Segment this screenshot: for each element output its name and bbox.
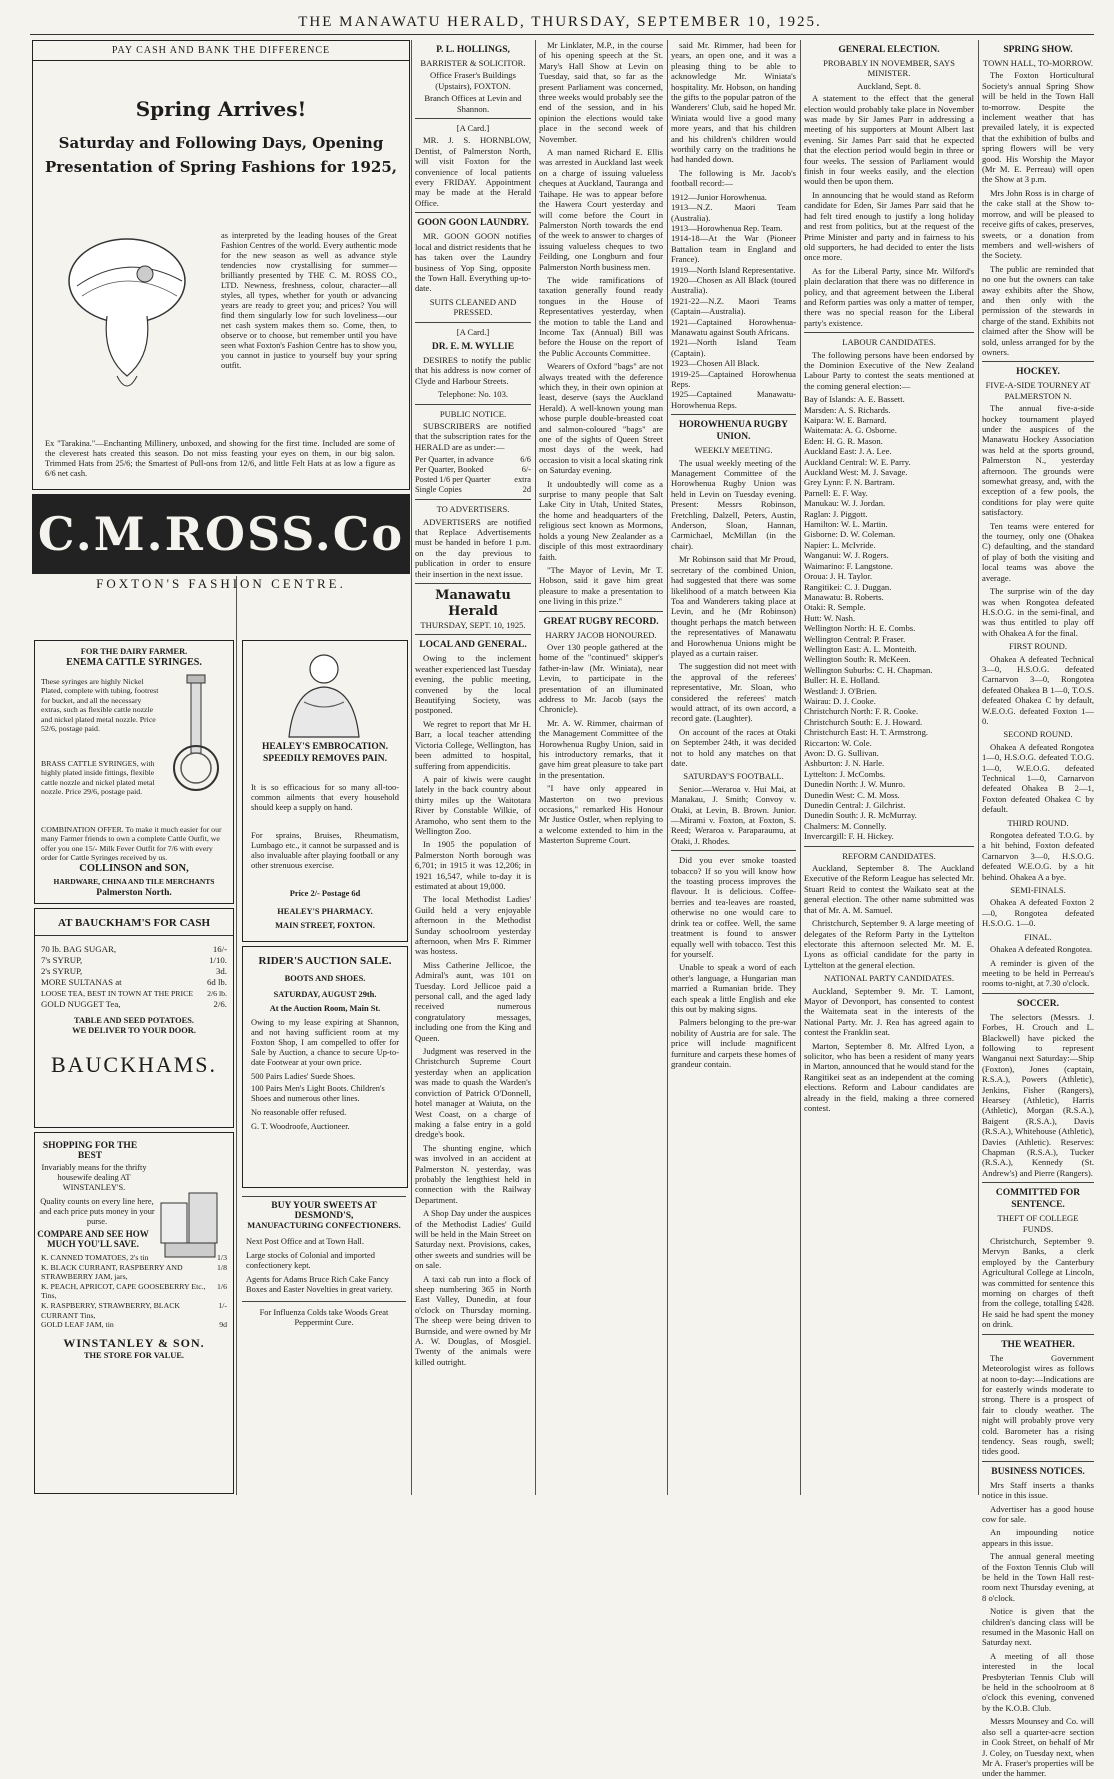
advertisers-heading: TO ADVERTISERS. <box>436 504 510 515</box>
candidate: Hutt: W. Nash. <box>804 612 856 623</box>
candidate: Dunedin North: J. W. Munro. <box>804 779 905 790</box>
weather-item: The Government Meteorologist wires as follows at noon to-day:—Indications are for easterly winds moderate to strong. There is a prospect of fair to cloudy weather. The night will probably prove very cold. Barometer has a rising tendency. Seas rough, swell; tides good. <box>982 1352 1094 1457</box>
soccer-item: The selectors (Messrs. J. Forbes, H. Crouch and L. Blackwell) have picked the following to represent Wanganui next Saturday:—Ship (Foxton), Jones (captain, R.S.A.), Powers (Athletic), Jenkins, Fisher (Rangers), Hearsey (Athletic), Harris (Athletic), Morgan (R.S.A.), Baigent (R.S.A.), Davis (R.S.A.), Whitehouse (Athletic), Davies (Athletic). Reserves: Chapman (R.S.A.), Tucker (R.S.A.), Kennedy (St. Andrew's) and Pierre (Rangers). <box>982 1011 1094 1178</box>
candidate: Christchurch North: F. R. Cooke. <box>804 706 919 717</box>
divider <box>415 499 531 500</box>
collinson-body1: These syringes are highly Nickel Plated, complete with tubing, footrest for bucket, and all the necessary extras, such as flexible cattle nozzle and nickel plated metal nozzle. Price 52/6, postage paid. <box>41 677 159 734</box>
union-item: The usual weekly meeting of the Management Committee of the Horowhenua Rugby Union was held in Levin on Tuesday evening. Present: Messrs Robinson, Fretchling, Dalzell, Peters, Austin, Anderson, Sloan, Hannan, Carmichael, McMillan (in the chair). <box>671 457 796 551</box>
candidate: Rangitikei: C. J. Duggan. <box>804 581 892 592</box>
ross-tagline: FOXTON'S FASHION CENTRE. <box>96 576 346 591</box>
candidate: Raglan: J. Piggott. <box>804 508 868 519</box>
healey-name: HEALEY'S PHARMACY. <box>277 907 373 916</box>
candidate: Oroua: J. H. Taylor. <box>804 571 872 582</box>
bauckham-item: GOLD NUGGET Tea, 2/6. <box>41 999 227 1009</box>
election-heading: GENERAL ELECTION. <box>838 45 940 55</box>
rate-row: Single Copies 2d <box>415 485 531 495</box>
candidate: Wanganui: W. J. Rogers. <box>804 550 889 561</box>
rider-body: Owing to my lease expiring at Shannon, and not having sufficient room at my Foxton Shop, I am compelled to offer for Sale by Auction, a chance to secure Up-to-date Footwear at your own price. <box>251 1018 399 1067</box>
divider <box>671 414 796 415</box>
rider-auction-ad <box>242 946 408 1188</box>
divider <box>804 332 974 333</box>
column-5 <box>671 40 796 1495</box>
union-sub: WEEKLY MEETING. <box>694 445 773 456</box>
divider <box>242 1301 406 1302</box>
news-item: Palmers belonging to the pre-war nobility of Austria are for sale. The price will include magnificent furniture and carpets these homes of grandeur contain. <box>671 1017 796 1069</box>
desmond-body: Large stocks of Colonial and imported confectionery kept. <box>246 1251 375 1270</box>
candidate: Buller: H. E. Holland. <box>804 675 880 686</box>
news-item: A man named Richard E. Ellis was arrested in Auckland last week on a charge of issuing valueless cheques at Auckland, Tauranga and Taihape. He was to appear before the Hawera Court yesterday and will come before the Court in Palmerston North towards the end of the week to answer to charges of issuing valueless cheques to two Feilding, one Longburn and four Palmerston North business men. <box>539 147 663 272</box>
winstanley-item: K. RASPBERRY, STRAWBERRY, BLACK CURRANT Tins, 1/- <box>41 1300 227 1320</box>
labour-intro: The following persons have been endorsed by the Dominion Executive of the New Zealand Labour Party to contest the seats mentioned at the coming general election:— <box>804 349 974 391</box>
hollings-branch: Branch Offices at Levin and Shannon. <box>424 93 522 114</box>
public-notice: SUBSCRIBERS are notified that the subscription rates for the HERALD are as under:— <box>415 420 531 452</box>
semi-heading: SEMI-FINALS. <box>1010 885 1066 896</box>
reform-heading: REFORM CANDIDATES. <box>842 850 936 861</box>
bauckham-title: AT BAUCKHAM'S FOR CASH <box>35 917 233 936</box>
dentist-notice: MR. J. S. HORNBLOW, Dentist, of Palmerston North, will visit Foxton for the convenience of local patients every FRIDAY. Appointment may be made at the Herald Office. <box>415 135 531 208</box>
collinson-name: COLLINSON and SON, <box>79 863 189 874</box>
news-item: Unable to speak a word of each other's language, a Hungarian man married a Rumanian bride. They each speak a little English and eke this out by making signs. <box>671 962 796 1014</box>
subscription-rates <box>415 455 531 495</box>
election-sub: PROBABLY IN NOVEMBER, SAYS MINISTER. <box>823 58 955 79</box>
rate-row: Posted 1/6 per Quarter extra <box>415 475 531 485</box>
committed-item: Christchurch, September 9. Mervyn Banks, a clerk employed by the Canterbury Agricultural College at Lincoln, was committed for sentence this morning on charges of theft from the college, totalling £428. He said he had spent the money on drink. <box>982 1236 1094 1330</box>
candidate: Napier: L. McIvride. <box>804 539 876 550</box>
candidate: Wellington Suburbs: C. H. Chapman. <box>804 664 933 675</box>
business-item: The annual general meeting of the Foxton Tennis Club will be held in the Town Hall rest-room next Thursday evening, at 8 o'clock. <box>982 1551 1094 1603</box>
ross-body: as interpreted by the leading houses of the Great Fashion Centres of the world. Every authentic mode for the new season as well as advance style tendencies now crystallising for summer—brilliantly presented by THE C. M. ROSS CO., LTD. Newness, freshness, colour, character—all styles, all types, whether for youth or advancing years are ready to greet you; and prices? You will find them singularly low for such loveliness—our net cash system makes them so. Come, then, to observe or to choose, but remember until you have seen what Foxton's Fashion Centre has to show you, you cannot in justice to yourself buy your spring outfit. <box>221 231 397 370</box>
column-6 <box>804 40 974 1495</box>
candidate: Auckland East: J. A. Lee. <box>804 446 892 457</box>
wyllie-name: DR. E. M. WYLLIE <box>431 341 515 352</box>
soccer-heading: SOCCER. <box>1017 998 1059 1009</box>
divider <box>539 611 663 612</box>
ross-top-banner: PAY CASH AND BANK THE DIFFERENCE <box>33 41 409 61</box>
news-item: "The Mayor of Levin, Mr T. Hobson, said it gave him great pleasure to make a presentation to one living in this prize." <box>539 564 663 607</box>
local-item: Owing to the inclement weather experienced last Tuesday evening, the public meeting, convened by the local Beautifying Society, was postponed. <box>415 653 531 716</box>
weather-heading: THE WEATHER. <box>1001 1339 1075 1350</box>
record-line: 1919-25—Captained Horowhenua Reps. <box>671 368 796 389</box>
candidate: Parnell: E. F. Way. <box>804 487 868 498</box>
divider <box>415 212 531 213</box>
national-item: Auckland, September 9. Mr. T. Lamont, Mayor of Devonport, has consented to contest the Waitemata seat in the interests of the National Party. Mr. J. Rea has agreed again to contest the Franklin seat. <box>804 985 974 1038</box>
winstanley-intro: Invariably means for the thrifty housewife dealing AT WINSTANLEY'S. <box>41 1163 147 1192</box>
healey-price: Price 2/- Postage 6d <box>289 889 361 898</box>
round1-results: Ohakea A defeated Technical 3—0, H.S.O.G. defeated Carnarvon 3—0, Rongotea defeated Ohakea B 1—0, T.O.S. defeated Ohakea C by default, W.E.O.G. defeated Foxton 1—0. <box>982 653 1094 726</box>
rate-row: Per Quarter, Booked 6/- <box>415 465 531 475</box>
divider <box>671 850 796 851</box>
healey-body2: For sprains, Bruises, Rheumatism, Lumbago etc., it cannot be surpassed and is also invaluable after playing football or any other strenuous exercise. <box>251 831 399 870</box>
spring-item: Mrs John Ross is in charge of the cake stall at the Show to-morrow, and will be pleased to receive gifts of cakes, preserves, sweets, or a donation from members and well-wishers of the Society. <box>982 187 1094 261</box>
business-item: Advertiser has a good house cow for sale. <box>982 1503 1094 1524</box>
round3-heading: THIRD ROUND. <box>1007 817 1069 828</box>
desmond-title: BUY YOUR SWEETS AT DESMOND'S, <box>271 1201 377 1221</box>
local-item: A Shop Day under the auspices of the Methodist Ladies' Guild will be held in the Main Street on Saturday next. Provisions, cakes, other sweets and sundries will be on sale. <box>415 1208 531 1271</box>
labour-candidate-list <box>804 394 974 841</box>
masthead: THE MANAWATU HERALD, THURSDAY, SEPTEMBER 10, 1925. <box>298 14 822 30</box>
column-7 <box>982 40 1094 1779</box>
divider <box>982 993 1094 994</box>
rider-place: At the Auction Room, Main St. <box>269 1004 381 1013</box>
bauckham-item: 70 lb. BAG SUGAR, 16/- <box>41 944 227 954</box>
public-notice-heading: PUBLIC NOTICE. <box>439 408 507 419</box>
rugby-item: Mr. A. W. Rimmer, chairman of the Management Committee of the Horowhenua Rugby Union, said in his introductory remarks, that it gave him great pleasure to take part in the presentation. <box>539 717 663 780</box>
winstanley-title: SHOPPING FOR THE BEST <box>42 1141 138 1161</box>
round1-heading: FIRST ROUND. <box>1008 641 1068 652</box>
record-line: 1920—Chosen as All Black (toured Australia). <box>671 274 796 296</box>
winstanley-item: K. CANNED TOMATOES, 2's tin 1/3 <box>41 1253 227 1262</box>
rider-date: SATURDAY, AUGUST 29th. <box>273 990 377 999</box>
collinson-body2: BRASS CATTLE SYRINGES, with highly plated inside fittings, flexible cattle nozzle and nickel plated metal nozzle. Price 29/6, postage paid. <box>41 759 155 797</box>
football-record <box>671 192 796 411</box>
committed-sub: THEFT OF COLLEGE FUNDS. <box>997 1213 1079 1234</box>
national-heading: NATIONAL PARTY CANDIDATES. <box>823 973 955 984</box>
laundry-line: SUITS CLEANED AND PRESSED. <box>429 296 517 318</box>
candidate: Dunedin West: C. M. Moss. <box>804 789 900 800</box>
column-divider <box>535 40 536 1495</box>
rider-title: RIDER'S AUCTION SALE. <box>258 955 392 967</box>
athlete-illustration <box>249 647 399 737</box>
healey-embrocation-ad <box>242 640 408 942</box>
collinson-trade: HARDWARE, CHINA AND TILE MERCHANTS <box>53 877 215 886</box>
rugby-record-heading: GREAT RUGBY RECORD. <box>543 616 659 627</box>
bauckham-item: 2's SYRUP, 3d. <box>41 966 227 976</box>
election-item: As for the Liberal Party, since Mr. Wilford's plain declaration that there was no difference in policy, and that agreement between the Liberal and Reform parties was only a matter of temper, there was no special reason for the Liberal party's existence. <box>804 265 974 328</box>
candidate: Wellington North: H. E. Combs. <box>804 623 916 634</box>
record-line: 1919—North Island Representative. <box>671 264 796 275</box>
desmond-sweets-ad <box>242 1192 406 1492</box>
candidate: Wellington South: R. McKeen. <box>804 654 911 665</box>
candidate: Wellington Central: P. Fraser. <box>804 633 906 644</box>
laundry-notice: MR. GOON GOON notifies local and district residents that he has taken over the Laundry business of Yop Sing, opposite the Town Hall. Everything up-to-date. <box>415 231 531 294</box>
desmond-agent: Agents for Adams Bruce Rich Cake Fancy Boxes and Easter Novelties in great variety. <box>246 1275 393 1294</box>
local-item: Judgment was reserved in the Christchurch Supreme Court yesterday when an application was made to quash the Warden's conviction of Patrick O'Donnell, hotel manager at Waiuta, on the West Coast, on a charge of making a false entry in a gold dredge's book. <box>415 1046 531 1140</box>
local-item: A taxi cab run into a flock of sheep numbering 365 in North East Valley, Dunedin, at four o'clock on Thursday morning. The sheep were being driven to Burnside, and were owned by Mr A. W. Douglas, of Mosgiel. Twenty of the animals were killed outright. <box>415 1273 531 1367</box>
business-notices-heading: BUSINESS NOTICES. <box>991 1466 1085 1477</box>
saturday-football: Senior.—Weraroa v. Hui Mai, at Manakau, J. Smith; Convoy v. Otaki, at Levin, B. Brown. Junior.—Mirami v. Foxton, at Foxton, S. Reed; Weraroa v. Paraparaumu, at Otaki, J. Rhodes. <box>671 783 796 846</box>
candidate: Waitemata: A. G. Osborne. <box>804 425 897 436</box>
candidate: Gisborne: D. W. Coleman. <box>804 529 896 540</box>
desmond-foot: For Influenza Colds take Woods Great Peppermint Cure. <box>259 1308 389 1327</box>
hockey-item: The surprise win of the day was when Rongotea defeated H.S.O.G. in the semi-final, and was thus entitled to play off with Ohakea A for the final. <box>982 586 1094 638</box>
winstanley-item: K. BLACK CURRANT, RASPBERRY AND STRAWBERRY JAM, jars, 1/8 <box>41 1262 227 1282</box>
winstanley-body: Quality counts on every line here, and each price puts money in your purse. <box>39 1197 155 1226</box>
record-line: 1925—Captained Manawatu-Horowhenua Reps. <box>671 389 796 410</box>
collinson-title1: FOR THE DAIRY FARMER. <box>80 647 188 656</box>
divider <box>415 634 531 635</box>
hollings-body: Office Fraser's Buildings (Upstairs), FOXTON. <box>430 70 516 91</box>
wyllie-notice: DESIRES to notify the public that his address is now corner of Clyde and Harbour Streets. <box>415 354 531 386</box>
wyllie-telephone: Telephone: No. 103. <box>437 389 509 400</box>
paper-date: THURSDAY, SEPT. 10, 1925. <box>420 620 526 631</box>
candidate: Dunedin South: J. R. McMurray. <box>804 810 917 821</box>
hat-illustration <box>57 236 207 396</box>
local-item: Miss Catherine Jellicoe, the Admiral's aunt, was 101 on Tuesday. Lord Jellicoe paid a personal call, and the aged lady received numerous congratulatory messages, including one from the King and Queen. <box>415 959 531 1043</box>
divider <box>982 361 1094 362</box>
winstanley-compare: COMPARE AND SEE HOW MUCH YOU'LL SAVE. <box>37 1229 149 1249</box>
record-line: 1913—Horowhenua Rep. Team. <box>671 222 783 233</box>
ross-footnote: Ex "Tarakina."—Enchanting Millinery, unboxed, and showing for the first time. Included are some of the cleverest hats created this season. Do not miss feasting your eyes on them, in our big salon. Trimmed Hats from 25/6; the Smartest of Pull-ons from 12/6, and little Felt Hats at as low a figure as 6/6 net cash. <box>45 439 395 478</box>
election-item: A statement to the effect that the general election would probably take place in November was made by Sir James Parr in addressing a meeting of his supporters at Mount Albert last evening. Sir James Parr said that he expected that the election period would begin in three or four weeks. The session of Parliament would finish in four weeks easily, and the election would then be upon them. <box>804 93 974 187</box>
national-item: Marton, September 8. Mr. Alfred Lyon, a solicitor, who has been a resident of many years in Marton, announced that he would stand for the Rangitikei seat as an independent at the coming elections. Reform and Labour candidates are already in the field, making a three cornered contest. <box>804 1040 974 1113</box>
masthead-rule <box>30 34 1094 35</box>
bauckham-price-list <box>35 944 233 1010</box>
ross-logo-banner <box>32 494 410 574</box>
news-item: Mr Linklater, M.P., in the course of his opening speech at the St. Mary's Hall Show at Levin on Tuesday, said that, so far as the present Parliament was concerned, three weeks would probably see the end of the session, and in his opinion the elections would take place in the second week of November. <box>539 40 663 144</box>
election-item: In announcing that he would stand as Reform candidate for Eden, Sir James Parr said that he had felt tired enough to justify a long holiday and rest from politics, but at the request of the Prime Minister and party and in fairness to his old supporters, he had decided to enter the lists once more. <box>804 189 974 263</box>
news-item: It undoubtedly will come as a surprise to many people that Salt Lake City in Utah, United States, the home and headquarters of the religious sect known as Mormons, holds a young New Zealander as a disciple of this most extraordinary faith. <box>539 478 663 562</box>
record-line: 1923—Chosen All Black. <box>671 358 760 369</box>
bauckham-name: BAUCKHAMS. <box>50 1052 218 1077</box>
candidate: Grey Lynn: F. N. Bartram. <box>804 477 895 488</box>
ross-subheadline: Saturday and Following Days, Opening Presentation of Spring Fashions for 1925, <box>45 134 397 176</box>
candidate: Christchurch South: E. J. Howard. <box>804 716 923 727</box>
election-dateline: Auckland, Sept. 8. <box>857 80 921 91</box>
record-line: 1921-22—N.Z. Maori Teams (Captain—Australia). <box>671 295 796 317</box>
rider-auctioneer: G. T. Woodroofe, Auctioneer. <box>251 1122 350 1131</box>
desmond-sub: MANUFACTURING CONFECTIONERS. <box>247 1221 401 1230</box>
union-item: The suggestion did not meet with the approval of the referees' representative, Mr. Sloan, who considered the referees' match would attract, of its own accord, a record gate. (Laughter). <box>671 661 796 724</box>
news-item: said Mr. Rimmer, had been for years, an open one, and it was a pleasing thing to be able to acknowledge Mr. Winiata's hospitality. Mr. Hobson, on handing the gifts to the popular patron of the Wanderers' Club, said he hoped Mr. Winiata would live a good many more years, and that his children and his children's children would worthily carry on the traditions he had handed down. <box>671 40 796 165</box>
bauckham-item: 7's SYRUP, 1/10. <box>41 955 227 965</box>
rate-row: Per Quarter, in advance 6/6 <box>415 455 531 465</box>
column-divider <box>236 576 237 1495</box>
divider <box>982 1461 1094 1462</box>
record-line: 1921—Captained Horowhenua-Manawatu against South Africans. <box>671 316 796 337</box>
rugby-record-sub: HARRY JACOB HONOURED. <box>545 629 657 640</box>
grocery-tins-illustration <box>155 1173 225 1263</box>
candidate: Invercargill: F. H. Hickey. <box>804 831 894 842</box>
spring-item: The public are reminded that no one but the owners can take away exhibits after the Show, and then only with the permission of the stewards in charge of the stand. Exhibits not claimed after the Show will be sold, unless arranged for by the owners. <box>982 263 1094 357</box>
business-item: Messrs Mounsey and Co. will also sell a quarter-acre section in Cook Street, on behalf of Mr J. Coley, on Tuesday next, when Mr A. Fraser's properties will be under the hammer. <box>982 1716 1094 1779</box>
candidate: Christchurch East: H. T. Armstrong. <box>804 727 929 738</box>
healey-address: MAIN STREET, FOXTON. <box>275 921 375 930</box>
column-divider <box>411 40 412 1495</box>
hollings-role: BARRISTER & SOLICITOR. <box>420 58 526 68</box>
bauckham-ad <box>34 908 234 1128</box>
final-result: Ohakea A defeated Rongotea. <box>990 944 1093 955</box>
hockey-heading: HOCKEY. <box>1016 367 1060 378</box>
candidate: Riccarton: W. Cole. <box>804 737 872 748</box>
candidate: Auckland Central: W. E. Parry. <box>804 456 911 467</box>
rider-pairs: 500 Pairs Ladies' Suede Shoes. <box>251 1072 356 1081</box>
rider-reserve: No reasonable offer refused. <box>251 1108 347 1117</box>
candidate: Waimarino: F. Langstone. <box>804 560 893 571</box>
candidate: Wellington East: A. L. Monteith. <box>804 643 917 654</box>
business-item: Mrs Staff inserts a thanks notice in this issue. <box>982 1479 1094 1501</box>
divider <box>415 583 531 584</box>
column-3 <box>415 40 531 1495</box>
winstanley-ad <box>34 1132 234 1494</box>
candidate: Wairau: D. J. Cooke. <box>804 695 876 706</box>
winstanley-item: K. PEACH, APRICOT, CAPE GOOSEBERRY Etc., Tins, 1/6 <box>41 1281 227 1301</box>
advertisers-notice: ADVERTISERS are notified that Replace Advertisements must be handed in before 1 p.m. on the day previous to publication in order to ensure their insertion in the next issue. <box>415 516 531 579</box>
candidate: Ashburton: J. N. Harle. <box>804 758 885 769</box>
hockey-item: Ten teams were entered for the tourney, only one (Ohakea C) defaulting, and the standard of play of both the visiting and local teams was above the average. <box>982 520 1094 583</box>
union-item: On account of the races at Otaki on September 24th, it was decided not to hold any matches on that date. <box>671 726 796 768</box>
candidate: Hamilton: W. L. Martin. <box>804 519 888 530</box>
divider <box>982 1182 1094 1183</box>
column-divider <box>978 40 979 1495</box>
column-divider <box>800 40 801 1495</box>
divider <box>415 322 531 323</box>
reform-item: Auckland, September 8. The Auckland Executive of the Reform League has selected Mr. Stuart Reid to contest the Waikato seat at the general election. The other name submitted was that of Mr. A. M. Samuel. <box>804 863 974 915</box>
column-4 <box>539 40 663 1495</box>
record-line: 1913—N.Z. Maori Team (Australia). <box>671 202 796 223</box>
bauckham-line2: WE DELIVER TO YOUR DOOR. <box>72 1026 196 1035</box>
local-item: In 1905 the population of Palmerston North borough was 6,701; in 1915 it was 12,206; in 1921 16,547, while to-day it is estimated at about 19,000. <box>415 839 531 891</box>
round3-results: Rongotea defeated T.O.G. by a hit behind, Foxton defeated Carnarvon 3—0, H.S.O.G. defeated W.E.O.G. by a hit behind. Ohakea A a bye. <box>982 830 1094 882</box>
desmond-location: Next Post Office and at Town Hall. <box>246 1237 364 1246</box>
bauckham-line1: TABLE AND SEED POTATOES. <box>74 1016 194 1025</box>
winstanley-item: GOLD LEAF JAM, tin 9d <box>41 1320 227 1330</box>
hollings-name: P. L. HOLLINGS, <box>436 45 510 55</box>
union-heading: HOROWHENUA RUGBY UNION. <box>679 420 788 443</box>
divider <box>415 118 531 119</box>
candidate: Westland: J. O'Brien. <box>804 685 877 696</box>
committed-heading: COMMITTED FOR SENTENCE. <box>995 1188 1081 1211</box>
collinson-syringe-ad <box>34 640 234 904</box>
hockey-item: The annual five-a-side hockey tournament played under the auspices of the Manawatu Hockey Association was held at the sports ground, Palmerston N., yesterday afternoon. The grounds were somewhat greasy, and, with the exception of a few pools, the conditions for play were quite satisfactory. <box>982 403 1094 518</box>
record-line: 1921—North Island Team (Captain). <box>671 337 796 358</box>
collinson-town: Palmerston North. <box>96 888 172 898</box>
spring-show-sub: TOWN HALL, TO-MORROW. <box>983 58 1093 68</box>
local-general-heading: LOCAL AND GENERAL. <box>419 640 527 651</box>
candidate: Manukau: W. J. Jordan. <box>804 498 886 509</box>
candidate: Auckland West: M. J. Savage. <box>804 467 908 478</box>
card-label: [A Card.] <box>456 123 490 134</box>
hockey-sub: FIVE-A-SIDE TOURNEY AT PALMERSTON N. <box>985 380 1091 401</box>
ross-logo: C.M.ROSS.Co <box>37 507 405 561</box>
news-item: Wearers of Oxford "bags" are not always treated with the deference which they, in their own opinion at least, deserve (says the Auckland Herald). A well-known young man whose purple double-breasted coat and salmon-coloured "bags" are one of the sights of Queen Street most days of the week, had occasion to visit a local skating rink on Saturday evening. <box>539 361 663 476</box>
winstanley-tagline: THE STORE FOR VALUE. <box>83 1350 185 1360</box>
rider-sub: BOOTS AND SHOES. <box>284 974 366 983</box>
candidate: Otaki: R. Semple. <box>804 602 866 613</box>
candidate: Marsden: A. S. Richards. <box>804 404 891 415</box>
ross-fashion-ad <box>32 40 410 490</box>
news-item: The following is Mr. Jacob's football record:— <box>671 167 796 189</box>
news-item: Did you ever smoke toasted tobacco? If so you will know how the toasting process improves the flavour. It is delicious. Coffee-berries and tea-leaves are roasted, otherwise no one would care to drink tea or coffee. Well, the same treatment is found to answer equally well with tobacco. Test this for yourself. <box>671 855 796 959</box>
local-item: We regret to report that Mr H. Barr, a local teacher attending Victoria College, Wellington, has been admitted to hospital, suffering from appendicitis. <box>415 718 531 771</box>
reform-item: Christchurch, September 9. A large meeting of delegates of the Reform Party in the Lyttelton electorate this afternoon selected Mr. M. E. Lyons as official candidate for the party in Lyttelton at the general election. <box>804 918 974 970</box>
healey-body1: It is so efficacious for so many all-too-common ailments that every household should keep a supply on hand. <box>251 783 399 812</box>
candidate: Dunedin Central: J. Gilchrist. <box>804 800 906 811</box>
local-item: The local Methodist Ladies' Guild held a very enjoyable afternoon in the Methodist Sunday schoolroom yesterday afternoon, when Mrs F. Rimmer was hostess. <box>415 894 531 957</box>
paper-title: Manawatu Herald <box>435 588 511 620</box>
local-item: A pair of kiwis were caught lately in the back country about thirty miles up the Waitotara River by Constable Wilkie, of Aramoho, who sent them to the Wellington Zoo. <box>415 773 531 836</box>
rugby-item: "I have only appeared in Masterton on two previous occasions," remarked His Honour Mr Justice Ostler, when replying to a welcome extended to him in the Masterton Supreme Court. <box>539 783 663 846</box>
candidate: Kaipara: W. E. Barnard. <box>804 415 887 425</box>
column-divider <box>667 40 668 1495</box>
candidate: Lyttelton: J. McCombs. <box>804 768 886 779</box>
business-item: Notice is given that the children's dancing class will be resumed in the Masonic Hall on Saturday next. <box>982 1606 1094 1648</box>
round2-heading: SECOND ROUND. <box>1003 729 1073 740</box>
spring-show-heading: SPRING SHOW. <box>1003 45 1073 55</box>
news-item: The wide ramifications of taxation generally found ready tongues in the House of Representatives yesterday, when the motion to table the Land and Income Tax (Annual) Bill was before the House on the report of the Public Accounts Committee. <box>539 274 663 358</box>
bauckham-item: MORE SULTANAS at 6d lb. <box>41 977 227 987</box>
laundry-heading: GOON GOON LAUNDRY. <box>417 218 529 229</box>
candidate: Manawatu: B. Roberts. <box>804 591 884 602</box>
collinson-title2: ENEMA CATTLE SYRINGES. <box>66 657 202 668</box>
ross-headline: Spring Arrives! <box>135 97 307 121</box>
bauckham-item: LOOSE TEA, BEST IN TOWN AT THE PRICE 2/6 lb. <box>41 989 227 998</box>
saturday-football-heading: SATURDAY'S FOOTBALL. <box>683 771 784 782</box>
divider <box>982 1334 1094 1335</box>
candidate: Avon: D. G. Sullivan. <box>804 748 879 758</box>
candidate: Eden: H. G. R. Mason. <box>804 435 883 446</box>
candidate: Bay of Islands: A. E. Bassett. <box>804 394 905 405</box>
winstanley-name: WINSTANLEY & SON. <box>63 1335 205 1350</box>
healey-title: HEALEY'S EMBROCATION. SPEEDILY REMOVES PAIN. <box>262 742 388 764</box>
candidate: Chalmers: M. Connelly. <box>804 820 887 831</box>
union-item: Mr Robinson said that Mr Proud, secretary of the combined Union, had suggested that there was some likelihood of a match between Kia Toa and Wanderers taking place at Levin, and he (Mr Robinson) thought perhaps the match between the representatives of Manawatu and Horowhenua Unions might be played as a curtain raiser. <box>671 554 796 658</box>
local-item: The shunting engine, which was involved in an accident at Palmerston N. yesterday, was probably the lengthiest held in connection with the Railway Department. <box>415 1142 531 1205</box>
record-line: 1912—Junior Horowhenua. <box>671 191 767 202</box>
record-line: 1914-18—At the War (Pioneer Battalion team in England and France). <box>671 233 796 265</box>
final-heading: FINAL. <box>1024 931 1052 942</box>
syringe-illustration <box>163 673 227 793</box>
divider <box>242 1196 406 1197</box>
spring-item: The Foxton Horticultural Society's annual Spring Show will be held in the Town Hall to-morrow. Despite the inclement weather that has prevailed lately, it is expected that the exhibition of bulbs and spring flowers will be very good. His Worship the Mayor (Mr M. E. Perreau) will open the Show at 3 p.m. <box>982 70 1094 185</box>
wyllie-label: [A Card.] <box>456 326 490 337</box>
divider <box>804 846 974 847</box>
rider-pairs2: 100 Pairs Men's Light Boots. Children's Shoes and numerous other lines. <box>251 1084 385 1103</box>
business-item: An impounding notice appears in this issue. <box>982 1527 1094 1548</box>
divider <box>415 404 531 405</box>
labour-heading: LABOUR CANDIDATES. <box>842 337 936 348</box>
round2-results: Ohakea A defeated Rongotea 1—0, H.S.O.G. defeated T.O.G. 1—0, W.E.O.G. defeated Technical 1—0, Carnarvon defeated Ohakea B 2—1, Foxton defeated Ohakea C by default. <box>982 741 1094 815</box>
semi-results: Ohakea A defeated Foxton 2—0, Rongotea defeated H.S.O.G. 1—0. <box>982 897 1094 929</box>
business-item: A meeting of all those interested in the local Presbyterian Tennis Club will be held in the schoolroom at 8 o'clock this evening, convened by the K.O.B. Club. <box>982 1650 1094 1713</box>
reminder: A reminder is given of the meeting to be held in Perreau's rooms to-night, at 7.30 o'clock. <box>982 957 1094 989</box>
collinson-body3: COMBINATION OFFER. To make it much easier for our many Farmer friends to own a complete Cattle Outfit, we offer you one 15/- Milk Fever Outfit for 7/6 with every order for Cattle Syringes received by us. <box>41 825 222 863</box>
rugby-item: Over 130 people gathered at the home of the "continued" skipper's father-in-law (Mr. Winiata), near Levin, to participate in the presentation of an illuminated address to Mr. Jacob (says the Chronicle). <box>539 641 663 715</box>
